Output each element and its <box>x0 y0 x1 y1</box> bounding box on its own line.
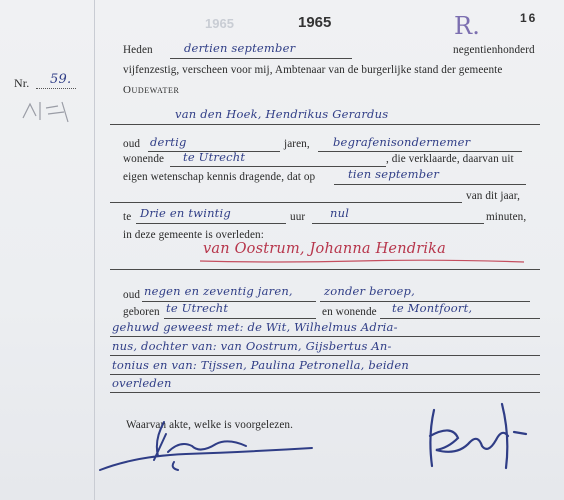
entry-date: dertien september <box>184 41 296 55</box>
record-number: 59. <box>50 72 72 87</box>
label-geboren: geboren <box>123 306 160 318</box>
continuation-line: nus, dochter van: van Oostrum, Gijsbertus An- <box>112 339 392 353</box>
label-te: te <box>123 211 132 223</box>
official-signature <box>418 396 528 476</box>
occupation-line <box>318 151 522 152</box>
birth-place-line <box>164 318 316 319</box>
deceased-underline <box>198 258 528 266</box>
birth-place: te Utrecht <box>166 301 229 315</box>
label-en-wonende: en wonende <box>322 306 377 318</box>
rule <box>110 336 540 337</box>
label-wonende: wonende <box>123 153 165 165</box>
margin-rule <box>94 0 95 500</box>
continuation-line: gehuwd geweest met: de Wit, Wilhelmus Adria- <box>112 320 398 334</box>
record-number-label: Nr. <box>14 76 30 90</box>
label-uur: uur <box>290 211 306 223</box>
deceased-age: negen en zeventig jaren, <box>144 284 293 298</box>
declarant-occupation: begrafenisondernemer <box>333 135 471 149</box>
rule <box>110 374 540 375</box>
minutes-line <box>312 223 484 224</box>
continuation-line: tonius en van: Tijssen, Paulina Petronella, beiden <box>112 358 409 372</box>
deceased-occupation: zonder beroep, <box>324 284 415 298</box>
declarant-residence: te Utrecht <box>183 150 246 164</box>
label-overleden: in deze gemeente is overleden: <box>123 229 264 241</box>
death-hour: Drie en twintig <box>140 206 231 220</box>
death-date-line <box>334 184 526 185</box>
deceased-residence: te Montfoort, <box>392 301 473 315</box>
deceased-name: van Oostrum, Johanna Hendrika <box>203 241 447 257</box>
bleed-through-text: 1965 <box>205 16 234 31</box>
label-minuten: minuten, <box>486 211 527 223</box>
label-heden: Heden <box>123 44 153 56</box>
closing-statement: Waarvan akte, welke is voorgelezen. <box>126 419 294 431</box>
label-intro: vijfenzestig, verscheen voor mij, Ambtenaar van de burgerlijke stand der gemeente <box>123 64 503 76</box>
label-negentienhonderd: negentienhonderd <box>453 44 535 56</box>
rule <box>110 355 540 356</box>
blank-line <box>110 202 462 203</box>
declarant-line <box>110 124 540 125</box>
label-oud: oud <box>123 138 141 150</box>
label-verklaarde: , die verklaarde, daarvan uit <box>386 153 514 165</box>
margin-stamp <box>18 96 78 126</box>
label-van-dit-jaar: van dit jaar, <box>466 190 520 202</box>
deceased-line <box>110 269 540 270</box>
register-year: 1965 <box>298 14 332 31</box>
label-jaren: jaren, <box>284 138 310 150</box>
date-line <box>170 58 352 59</box>
page-number: 16 <box>520 11 538 25</box>
margin-annotation: R. <box>454 12 481 40</box>
death-minutes: nul <box>330 206 350 220</box>
declarant-age: dertig <box>150 135 187 149</box>
label-eigen-wetenschap: eigen wetenschap kennis dragende, dat op <box>123 171 316 183</box>
death-date: tien september <box>348 167 440 181</box>
continuation-line: overleden <box>112 376 172 390</box>
hour-line <box>136 223 286 224</box>
declarant-name: van den Hoek, Hendrikus Gerardus <box>175 107 389 121</box>
witness-signature <box>96 410 316 480</box>
rule <box>110 392 540 393</box>
deceased-residence-line <box>380 318 540 319</box>
record-number-line <box>36 88 76 89</box>
municipality-name: Oudewater <box>123 84 180 96</box>
label-oud-deceased: oud <box>123 289 141 301</box>
